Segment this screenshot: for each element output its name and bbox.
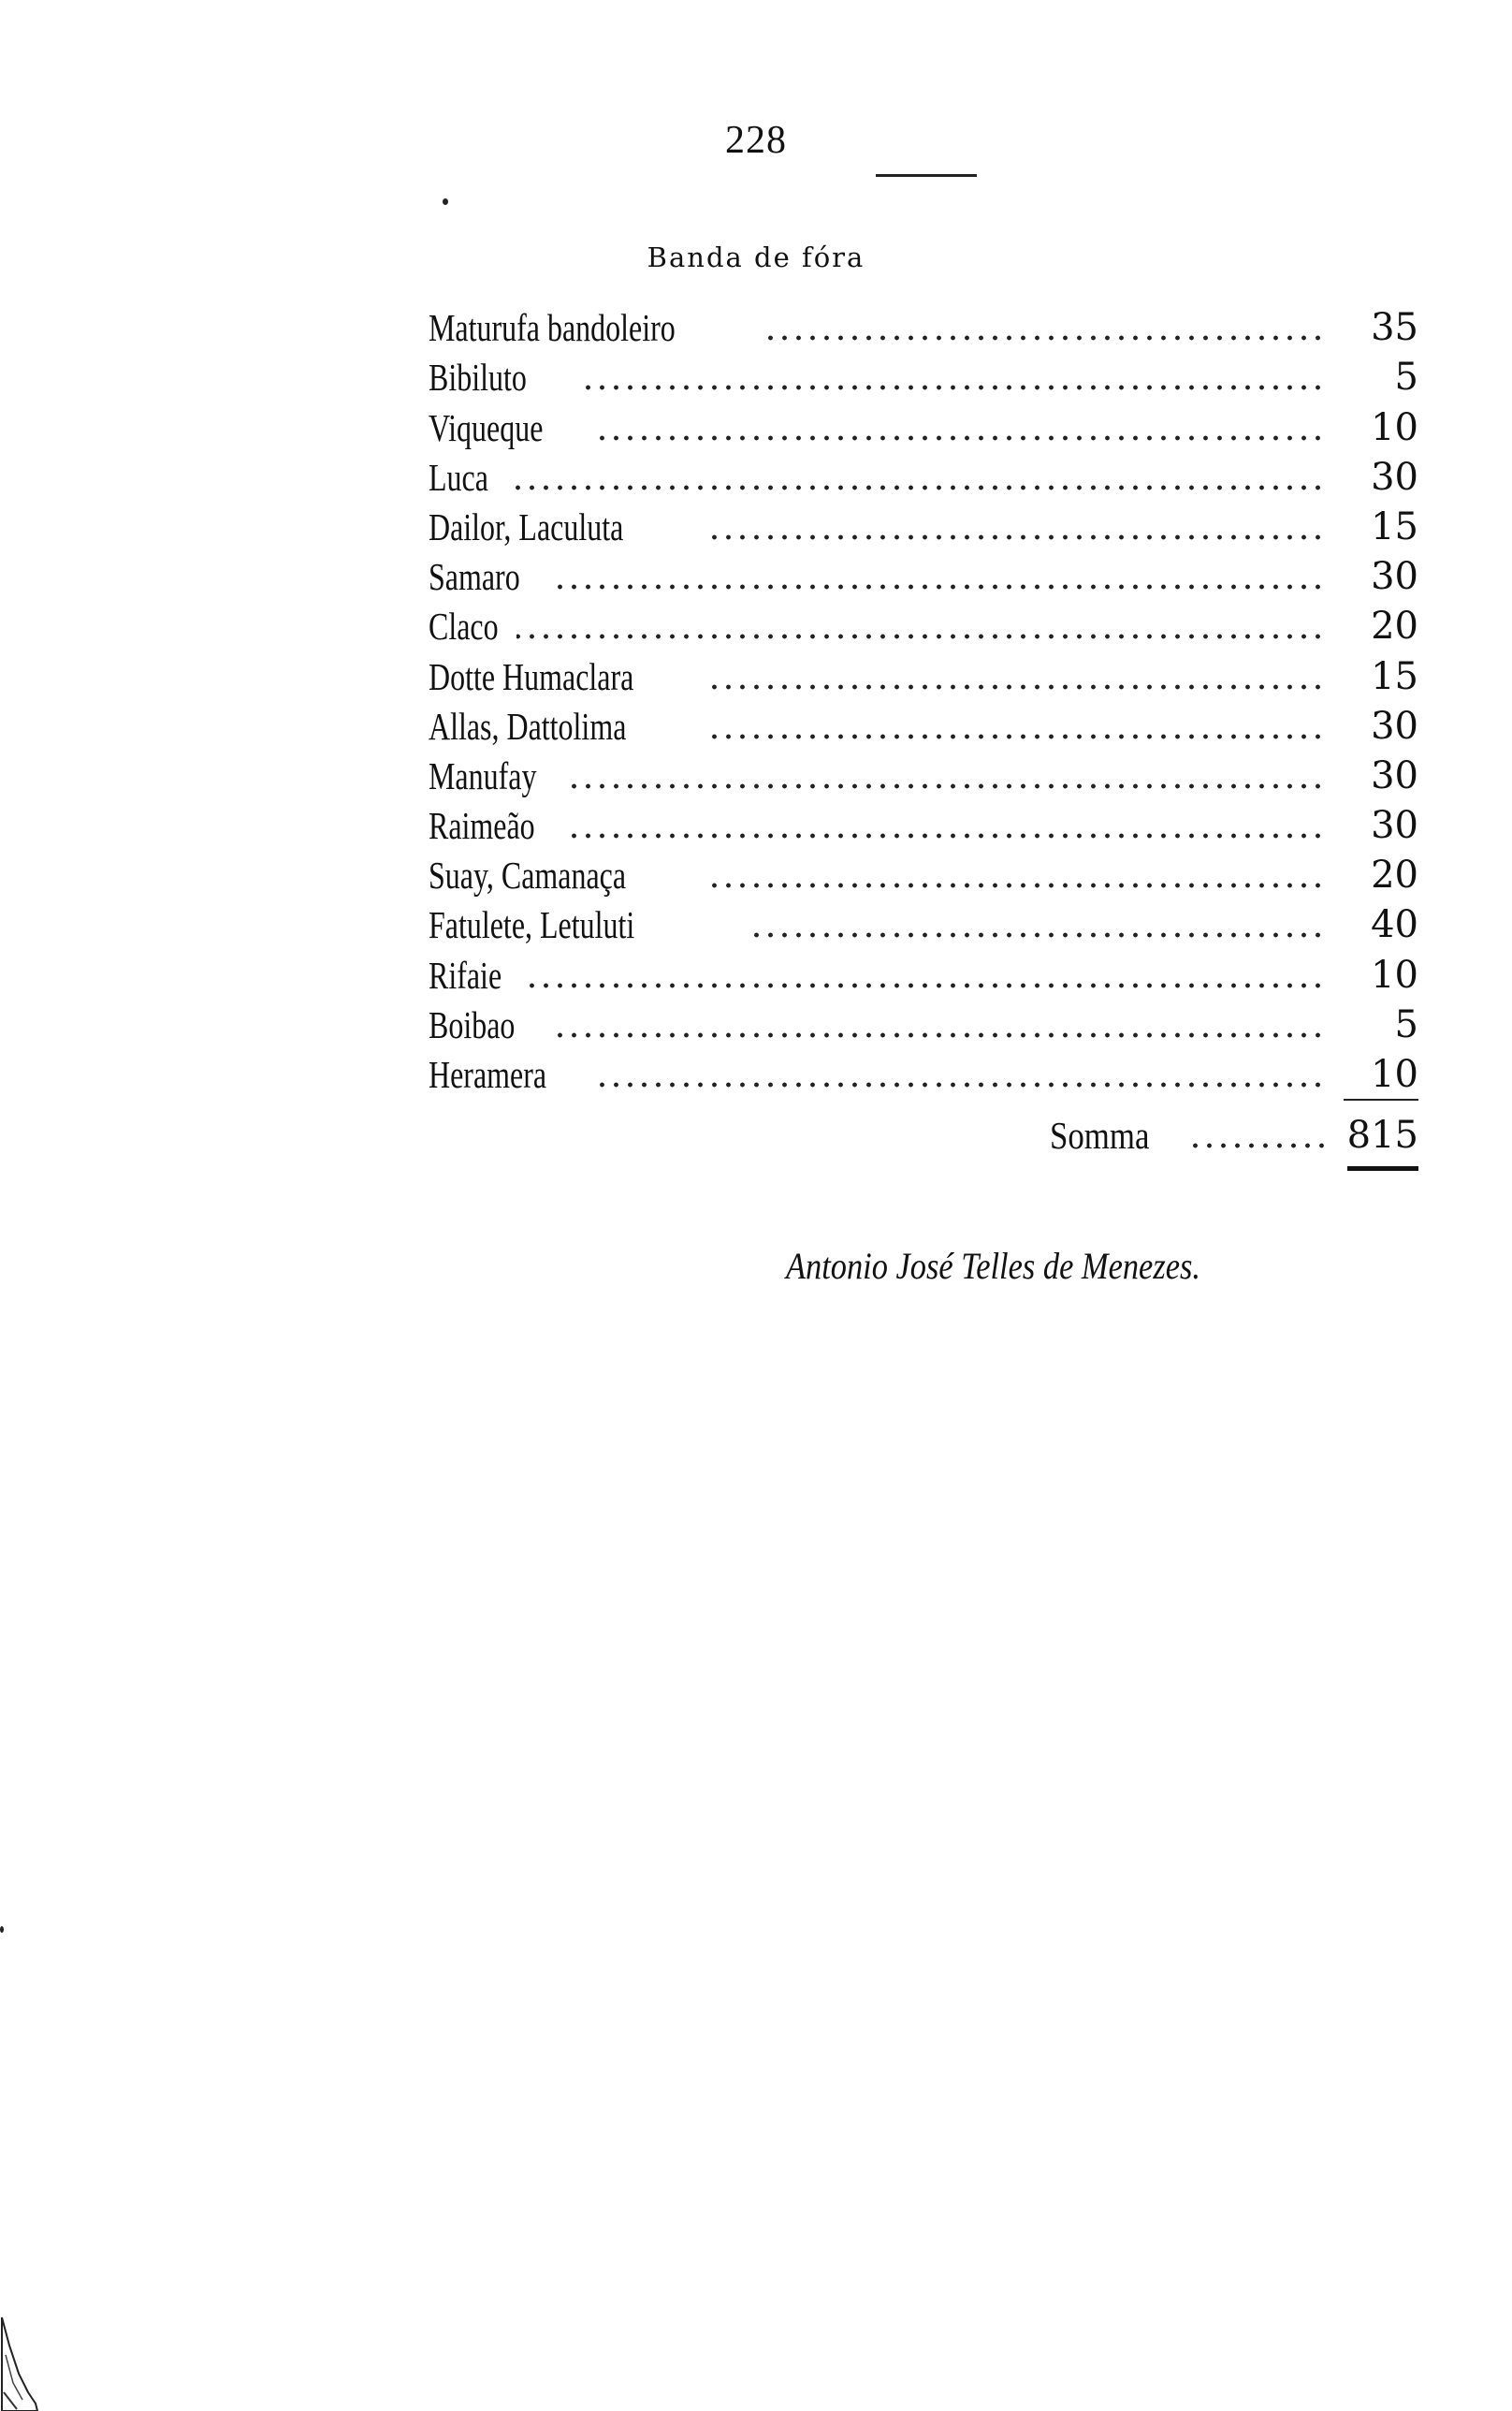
list-item bbox=[429, 548, 1418, 598]
entry-value: 5 bbox=[1394, 356, 1418, 400]
list-item bbox=[429, 897, 1418, 946]
page-edge-mark bbox=[0, 2299, 41, 2411]
entry-value: 30 bbox=[1371, 753, 1418, 797]
entry-value: 10 bbox=[1371, 1053, 1418, 1096]
page-number-underline bbox=[876, 174, 977, 177]
list-item bbox=[429, 797, 1418, 847]
list-item bbox=[429, 847, 1418, 897]
total-value: 815 bbox=[1346, 1114, 1418, 1157]
dot-leader bbox=[429, 1032, 1325, 1038]
entry-value: 30 bbox=[1371, 455, 1418, 499]
entry-value: 15 bbox=[1371, 654, 1418, 698]
dot-leader bbox=[1188, 1143, 1329, 1148]
sum-rule-bottom bbox=[1347, 1166, 1418, 1171]
total-row bbox=[936, 1110, 1418, 1157]
signature: Antonio José Telles de Menezes. bbox=[786, 1245, 1200, 1287]
dot-leader bbox=[429, 485, 1325, 490]
entry-value: 10 bbox=[1371, 405, 1418, 449]
entry-value: 5 bbox=[1394, 1002, 1418, 1046]
list-item bbox=[429, 748, 1418, 797]
entry-value: 30 bbox=[1371, 804, 1418, 848]
entry-value: 10 bbox=[1371, 953, 1418, 997]
list-item bbox=[429, 648, 1418, 697]
dot-leader bbox=[429, 634, 1325, 639]
dot-leader bbox=[429, 584, 1325, 590]
entry-value: 20 bbox=[1371, 605, 1418, 649]
entry-value: 40 bbox=[1371, 903, 1418, 947]
list-item bbox=[429, 946, 1418, 996]
entry-value: 15 bbox=[1371, 504, 1418, 548]
page-number: 228 bbox=[725, 119, 787, 162]
dot-leader bbox=[429, 983, 1325, 988]
entry-list bbox=[429, 300, 1418, 1096]
list-item bbox=[429, 698, 1418, 748]
list-item bbox=[429, 499, 1418, 548]
entry-value: 30 bbox=[1371, 555, 1418, 599]
print-speck bbox=[0, 1926, 4, 1933]
entry-value: 30 bbox=[1371, 704, 1418, 748]
print-speck bbox=[443, 198, 448, 205]
entry-value: 20 bbox=[1371, 854, 1418, 898]
list-item bbox=[429, 598, 1418, 648]
list-item bbox=[429, 399, 1418, 448]
section-heading: Banda de fóra bbox=[647, 241, 865, 273]
list-item bbox=[429, 449, 1418, 499]
total-label: Somma bbox=[1050, 1114, 1150, 1157]
list-item bbox=[429, 997, 1418, 1046]
list-item bbox=[429, 1046, 1418, 1096]
list-item bbox=[429, 349, 1418, 399]
sum-rule-top bbox=[1344, 1099, 1418, 1101]
entry-value: 35 bbox=[1371, 306, 1418, 350]
list-item bbox=[429, 300, 1418, 349]
